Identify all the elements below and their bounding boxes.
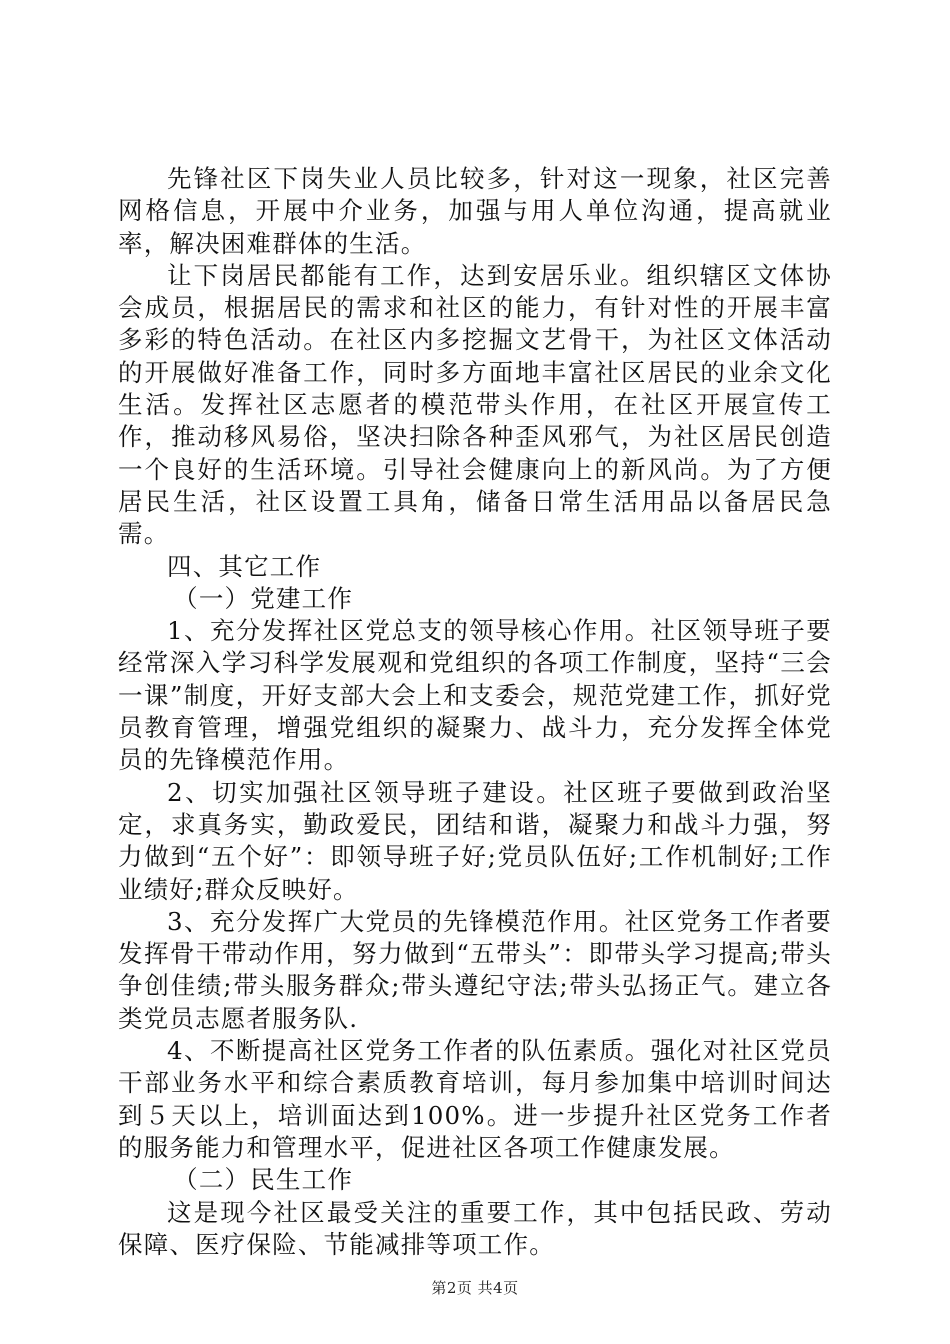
paragraph-culture-activities: 让下岗居民都能有工作，达到安居乐业。组织辖区文体协会成员，根据居民的需求和社区的能力，有针对性的开展丰富多彩的特色活动。在社区内多挖掘文艺骨干，为社区文体活动的开展做好准备工作，同时多方面地丰富社区居民的业余文化生活。发挥社区志愿者的模范带头作用，在社区开展宣传工作，推动移风易俗，坚决扫除各种歪风邪气，为社区居民创造一个良好的生活环境。引导社会健康向上的新风尚。为了方便居民生活，社区设置工具角，储备日常生活用品以备居民急需。 <box>118 260 832 549</box>
page-footer: 第2页 共4页 <box>431 1279 519 1297</box>
paragraph-employment: 先锋社区下岗失业人员比较多，针对这一现象，社区完善网格信息，开展中介业务，加强与用人单位沟通，提高就业率，解决困难群体的生活。 <box>118 164 832 258</box>
section-heading-other-work: 四、其它工作 <box>167 551 322 581</box>
paragraph-livelihood: 这是现今社区最受关注的重要工作，其中包括民政、劳动保障、医疗保险、节能减排等项工作。 <box>118 1197 832 1259</box>
party-item-3: 3、充分发挥广大党员的先锋模范作用。社区党务工作者要发挥骨干带动作用，努力做到“五带头”：即带头学习提高;带头争创佳绩;带头服务群众;带头遵纪守法;带头弘扬正气。建立各类党员志愿者服务队. <box>118 906 832 1033</box>
sub-heading-livelihood: （二）民生工作 <box>173 1165 354 1195</box>
sub-heading-party-building: （一）党建工作 <box>173 583 354 613</box>
party-item-4: 4、不断提高社区党务工作者的队伍素质。强化对社区党员干部业务水平和综合素质教育培训，每月参加集中培训时间达到５天以上，培训面达到100%。进一步提升社区党务工作者的服务能力和管理水平，促进社区各项工作健康发展。 <box>118 1036 832 1162</box>
party-item-2: 2、切实加强社区领导班子建设。社区班子要做到政治坚定，求真务实，勤政爱民，团结和谐，凝聚力和战斗力强，努力做到“五个好”：即领导班子好;党员队伍好;工作机制好;工作业绩好;群众反映好。 <box>118 777 832 904</box>
party-item-1: 1、充分发挥社区党总支的领导核心作用。社区领导班子要经常深入学习科学发展观和党组织的各项工作制度，坚持“三会一课”制度，开好支部大会上和支委会，规范党建工作，抓好党员教育管理，增强党组织的凝聚力、战斗力，充分发挥全体党员的先锋模范作用。 <box>118 616 832 775</box>
document-body <box>118 163 832 1261</box>
